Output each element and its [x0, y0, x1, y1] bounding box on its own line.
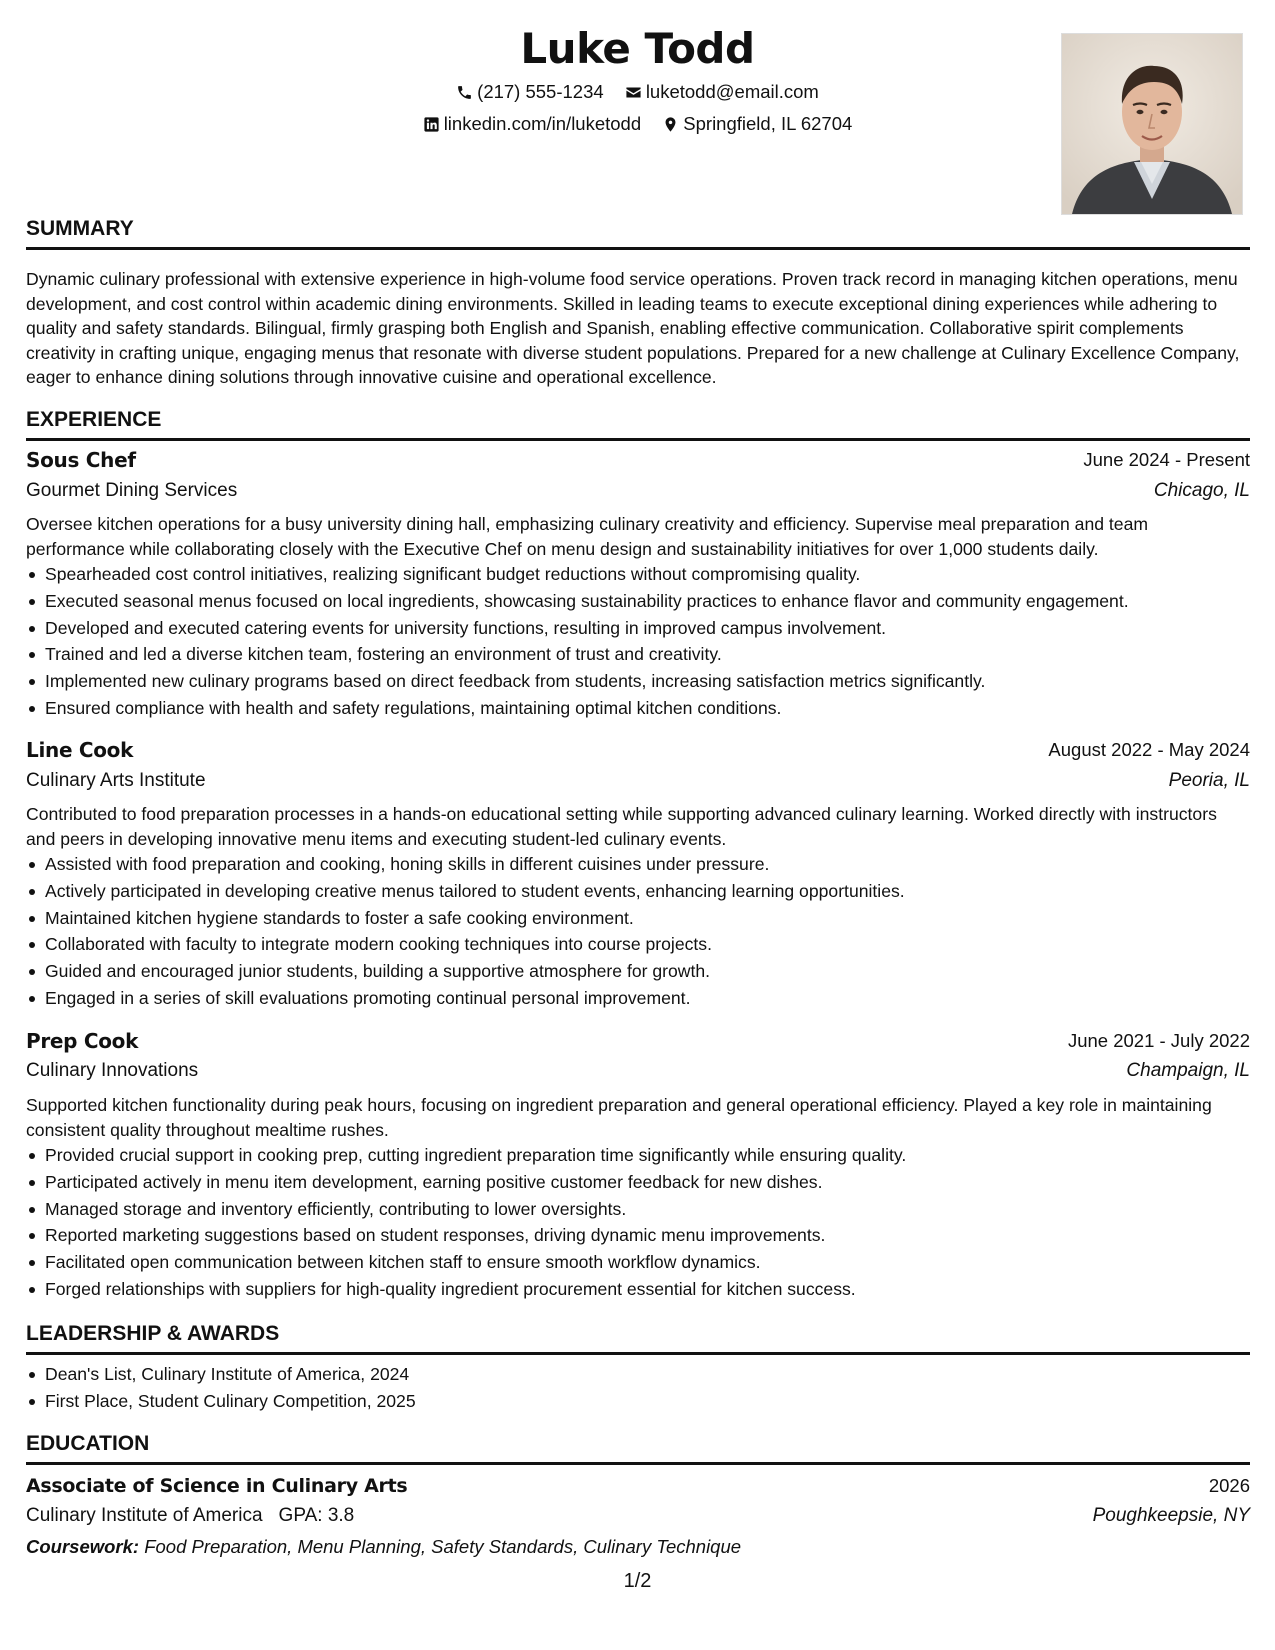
school-location: Poughkeepsie, NY: [1092, 1505, 1250, 1526]
list-item: Collaborated with faculty to integrate modern cooking techniques into course projects.: [45, 931, 1269, 958]
phone-contact: [456, 80, 604, 104]
degree-title: Associate of Science in Culinary Arts: [26, 1475, 408, 1497]
linkedin-icon: [423, 116, 440, 133]
candidate-name: Luke Todd: [520, 24, 755, 73]
job-bullets: [26, 1142, 1269, 1303]
email-contact[interactable]: [625, 80, 819, 104]
list-item: Dean's List, Culinary Institute of America, 2024: [45, 1361, 1269, 1388]
phone-icon: [456, 84, 473, 101]
list-item: Spearheaded cost control initiatives, realizing significant budget reductions without compromising quality.: [45, 561, 1269, 588]
list-item: Trained and led a diverse kitchen team, fostering an environment of trust and creativity.: [45, 641, 1269, 668]
job-dates: June 2024 - Present: [1083, 449, 1250, 470]
job-company: Culinary Innovations: [26, 1060, 199, 1081]
list-item: Ensured compliance with health and safety regulations, maintaining optimal kitchen conditions.: [45, 695, 1269, 722]
list-item: Managed storage and inventory efficiently, contributing to lower oversights.: [45, 1196, 1269, 1223]
job-location: Chicago, IL: [1153, 480, 1250, 501]
awards-list: [26, 1361, 1269, 1415]
list-item: Provided crucial support in cooking prep, cutting ingredient preparation time significantly while ensuring quality.: [45, 1142, 1269, 1169]
list-item: Reported marketing suggestions based on student responses, driving dynamic menu improvements.: [45, 1222, 1269, 1249]
list-item: Guided and encouraged junior students, building a supportive atmosphere for growth.: [45, 958, 1269, 985]
coursework-line: [26, 1534, 741, 1560]
school-line: [26, 1503, 354, 1529]
job-location: Champaign, IL: [1126, 1060, 1250, 1081]
list-item: Participated actively in menu item development, earning positive customer feedback for new dishes.: [45, 1169, 1269, 1196]
job-dates: August 2022 - May 2024: [1048, 739, 1250, 760]
location-text: Springfield, IL 62704: [683, 113, 853, 134]
gpa: GPA: 3.8: [278, 1505, 355, 1526]
email-text[interactable]: luketodd@email.com: [645, 81, 819, 102]
list-item: Assisted with food preparation and cooking, honing skills in different cuisines under pressure.: [45, 851, 1269, 878]
summary-text: Dynamic culinary professional with extensive experience in high-volume food service operations. Proven track record in managing kitchen operations, menu development, and cost control within academic dining environments. Skilled in leading teams to execute exceptional dining experiences while adhering to quality and safety standards. Bilingual, firmly grasping both English and Spanish, enabling effective communication. Collaborative spirit complements creativity in crafting unique, engaging menus that resonate with diverse student populations. Prepared for a new challenge at Culinary Excellence Company, eager to enhance dining solutions through innovative cuisine and operational excellence.: [26, 269, 1240, 387]
job-title: Sous Chef: [26, 448, 136, 472]
coursework-text: Food Preparation, Menu Planning, Safety Standards, Culinary Technique: [144, 1536, 742, 1557]
job-title: Prep Cook: [26, 1029, 139, 1053]
list-item: Developed and executed catering events for university functions, resulting in improved campus involvement.: [45, 615, 1269, 642]
linkedin-text[interactable]: linkedin.com/in/luketodd: [443, 113, 642, 134]
profile-photo: [1061, 33, 1243, 215]
list-item: Executed seasonal menus focused on local ingredients, showcasing sustainability practices to enhance flavor and community engagement.: [45, 588, 1269, 615]
job-title: Line Cook: [26, 738, 134, 762]
experience-heading: EXPERIENCE: [26, 407, 1250, 441]
list-item: Forged relationships with suppliers for high-quality ingredient procurement essential for kitchen success.: [45, 1276, 1269, 1303]
map-pin-icon: [662, 116, 679, 133]
location-contact: [662, 112, 852, 136]
list-item: Maintained kitchen hygiene standards to foster a safe cooking environment.: [45, 905, 1269, 932]
list-item: Implemented new culinary programs based on direct feedback from students, increasing satisfaction metrics significantly.: [45, 668, 1269, 695]
education-heading: EDUCATION: [26, 1431, 1250, 1465]
job-description: Supported kitchen functionality during peak hours, focusing on ingredient preparation and general operational efficiency. Played a key role in maintaining consistent quality throughout mealtime rushes.: [26, 1095, 1212, 1140]
job-bullets: [26, 851, 1269, 1012]
linkedin-contact[interactable]: [423, 112, 641, 136]
page-number: 1/2: [623, 1570, 652, 1592]
job-location: Peoria, IL: [1168, 770, 1250, 791]
summary-heading: SUMMARY: [26, 216, 1250, 250]
job-company: Culinary Arts Institute: [26, 770, 206, 791]
job-description: Oversee kitchen operations for a busy university dining hall, emphasizing culinary creativity and efficiency. Supervise meal preparation and team performance while collaborating closely with the Executive Chef on menu design and sustainability initiatives for over 1,000 students daily.: [26, 514, 1149, 559]
awards-heading: LEADERSHIP & AWARDS: [26, 1321, 1250, 1355]
school-name: Culinary Institute of America: [26, 1505, 263, 1526]
job-description: Contributed to food preparation processes in a hands-on educational setting while supporting advanced culinary learning. Worked directly with instructors and peers in developing innovative menu items and executing student-led culinary events.: [26, 804, 1217, 849]
phone-text: (217) 555-1234: [477, 81, 604, 102]
graduation-year: 2026: [1208, 1475, 1250, 1496]
list-item: Engaged in a series of skill evaluations promoting continual personal improvement.: [45, 985, 1269, 1012]
list-item: Facilitated open communication between kitchen staff to ensure smooth workflow dynamics.: [45, 1249, 1269, 1276]
job-company: Gourmet Dining Services: [26, 480, 238, 501]
list-item: First Place, Student Culinary Competition, 2025: [45, 1388, 1269, 1415]
envelope-icon: [625, 84, 642, 101]
job-dates: June 2021 - July 2022: [1067, 1030, 1250, 1051]
list-item: Actively participated in developing creative menus tailored to student events, enhancing learning opportunities.: [45, 878, 1269, 905]
coursework-label: Coursework:: [26, 1536, 140, 1557]
job-bullets: [26, 561, 1269, 722]
